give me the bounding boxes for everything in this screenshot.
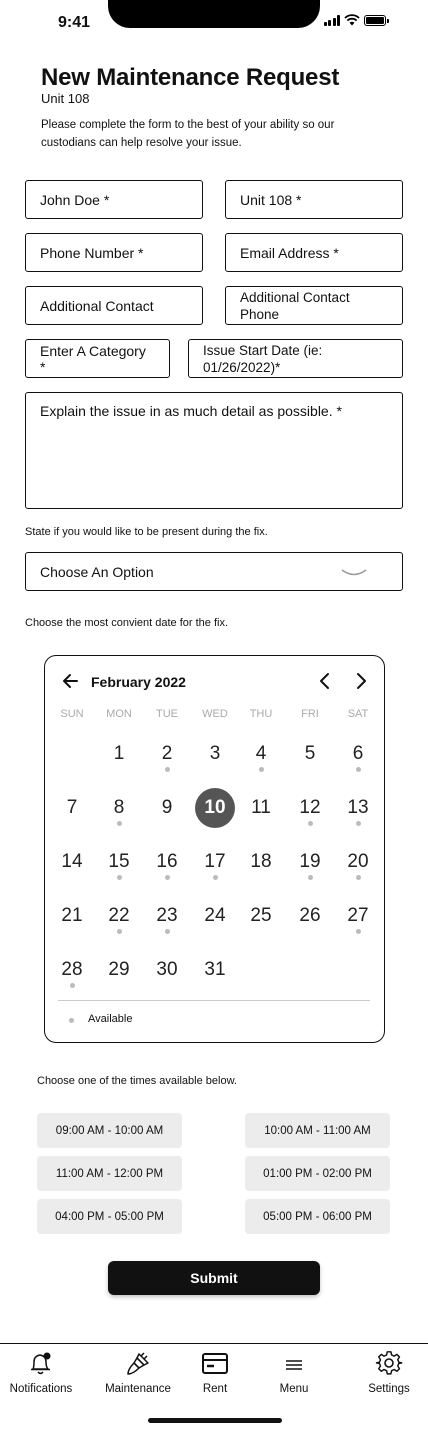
calendar-day[interactable]: 7 xyxy=(66,797,78,818)
category-field[interactable]: Enter A Category * xyxy=(25,339,170,378)
paintbrush-icon xyxy=(124,1350,152,1378)
bell-icon xyxy=(28,1350,54,1378)
weekday-label: TUE xyxy=(156,708,178,720)
home-indicator xyxy=(148,1418,282,1423)
chevron-down-icon xyxy=(340,567,368,579)
gear-icon xyxy=(375,1350,403,1378)
calendar-day[interactable]: 18 xyxy=(250,851,272,872)
available-dot-icon xyxy=(308,821,313,826)
calendar-day[interactable]: 31 xyxy=(204,959,226,980)
time-slot[interactable]: 01:00 PM - 02:00 PM xyxy=(245,1156,390,1191)
device-notch xyxy=(108,0,320,28)
available-dot-icon xyxy=(165,767,170,772)
tab-maintenance[interactable] xyxy=(95,1344,181,1404)
time-slot[interactable]: 09:00 AM - 10:00 AM xyxy=(37,1113,182,1148)
additional-contact-phone-field[interactable]: Additional Contact Phone xyxy=(225,286,403,325)
email-field[interactable]: Email Address * xyxy=(225,233,403,272)
calendar xyxy=(44,655,385,1043)
additional-contact-field[interactable]: Additional Contact xyxy=(25,286,203,325)
available-dot-icon xyxy=(117,875,122,880)
present-label: State if you would like to be present during the fix. xyxy=(25,526,268,538)
tab-label: Rent xyxy=(202,1383,228,1395)
available-dot-icon xyxy=(356,821,361,826)
calendar-day[interactable]: 3 xyxy=(209,743,221,764)
available-dot-icon xyxy=(165,929,170,934)
tab-label: Settings xyxy=(368,1383,410,1395)
calendar-day[interactable]: 24 xyxy=(204,905,226,926)
calendar-day[interactable]: 16 xyxy=(156,851,178,872)
available-dot-icon xyxy=(165,875,170,880)
page-title: New Maintenance Request xyxy=(41,64,340,91)
calendar-day[interactable]: 23 xyxy=(156,905,178,926)
calendar-day[interactable]: 13 xyxy=(347,797,369,818)
calendar-day[interactable]: 14 xyxy=(61,851,83,872)
available-dot-icon xyxy=(356,929,361,934)
available-dot-icon xyxy=(259,767,264,772)
weekday-label: FRI xyxy=(301,708,319,720)
chevron-right-icon[interactable] xyxy=(354,672,368,690)
tab-notifications[interactable] xyxy=(0,1344,84,1404)
available-dot-icon xyxy=(69,1018,74,1023)
available-dot-icon xyxy=(356,875,361,880)
weekday-label: SAT xyxy=(347,708,369,720)
present-select[interactable] xyxy=(25,552,403,591)
available-dot-icon xyxy=(213,875,218,880)
menu-icon xyxy=(283,1350,305,1378)
back-arrow-icon[interactable] xyxy=(61,672,79,690)
time-slot[interactable]: 11:00 AM - 12:00 PM xyxy=(37,1156,182,1191)
calendar-divider xyxy=(58,1000,370,1001)
wifi-icon xyxy=(344,14,360,26)
weekday-label: MON xyxy=(106,708,132,720)
tab-rent[interactable] xyxy=(172,1344,258,1404)
phone-field[interactable]: Phone Number * xyxy=(25,233,203,272)
calendar-day[interactable]: 1 xyxy=(113,743,125,764)
name-field[interactable]: John Doe * xyxy=(25,180,203,219)
status-bar xyxy=(0,0,428,44)
time-slot[interactable]: 10:00 AM - 11:00 AM xyxy=(245,1113,390,1148)
time-slot[interactable]: 05:00 PM - 06:00 PM xyxy=(245,1199,390,1234)
available-dot-icon xyxy=(117,929,122,934)
calendar-day[interactable]: 8 xyxy=(113,797,125,818)
calendar-day[interactable]: 30 xyxy=(156,959,178,980)
page-intro: Please complete the form to the best of your ability so our custodians can help resolve your issue. xyxy=(41,119,335,149)
calendar-day[interactable]: 21 xyxy=(61,905,83,926)
weekday-label: WED xyxy=(202,708,228,720)
calendar-day-selected[interactable]: 10 xyxy=(195,788,235,828)
calendar-day[interactable]: 20 xyxy=(347,851,369,872)
weekday-label: THU xyxy=(249,708,273,720)
tab-settings[interactable] xyxy=(346,1344,428,1404)
calendar-day[interactable]: 5 xyxy=(304,743,316,764)
status-time: 9:41 xyxy=(58,14,91,31)
page-subtitle: Unit 108 xyxy=(41,91,90,106)
status-icons xyxy=(324,14,387,26)
calendar-day[interactable]: 29 xyxy=(108,959,130,980)
calendar-legend-label: Available xyxy=(88,1013,133,1025)
signal-icon xyxy=(324,15,341,26)
submit-button[interactable]: Submit xyxy=(108,1261,320,1295)
calendar-day[interactable]: 22 xyxy=(108,905,130,926)
time-slot[interactable]: 04:00 PM - 05:00 PM xyxy=(37,1199,182,1234)
available-dot-icon xyxy=(117,821,122,826)
available-dot-icon xyxy=(356,767,361,772)
calendar-day[interactable]: 17 xyxy=(204,851,226,872)
calendar-day[interactable]: 26 xyxy=(299,905,321,926)
date-label: Choose the most convient date for the fix. xyxy=(25,617,229,629)
chevron-left-icon[interactable] xyxy=(318,672,332,690)
calendar-day[interactable]: 27 xyxy=(347,905,369,926)
calendar-day[interactable]: 19 xyxy=(299,851,321,872)
available-dot-icon xyxy=(308,875,313,880)
available-dot-icon xyxy=(70,983,75,988)
issue-start-date-field[interactable]: Issue Start Date (ie: 01/26/2022)* xyxy=(188,339,403,378)
battery-icon xyxy=(364,15,386,26)
calendar-day[interactable]: 6 xyxy=(352,743,364,764)
tab-label: Maintenance xyxy=(105,1383,171,1395)
calendar-day[interactable]: 12 xyxy=(299,797,321,818)
calendar-day[interactable]: 4 xyxy=(255,743,267,764)
present-select-value: Choose An Option xyxy=(40,563,154,580)
calendar-day[interactable]: 11 xyxy=(251,797,271,818)
calendar-month: February 2022 xyxy=(91,674,186,690)
calendar-day[interactable]: 15 xyxy=(108,851,130,872)
tab-menu[interactable] xyxy=(251,1344,337,1404)
card-icon xyxy=(201,1350,229,1378)
times-label: Choose one of the times available below. xyxy=(37,1075,237,1087)
weekday-label: SUN xyxy=(60,708,84,720)
tab-label: Menu xyxy=(279,1383,309,1395)
calendar-day[interactable]: 28 xyxy=(61,959,83,980)
issue-details-textarea[interactable]: Explain the issue in as much detail as possible. * xyxy=(25,392,403,509)
calendar-day[interactable]: 2 xyxy=(161,743,173,764)
unit-field[interactable]: Unit 108 * xyxy=(225,180,403,219)
tab-label: Notifications xyxy=(9,1383,73,1395)
calendar-day[interactable]: 9 xyxy=(161,797,173,818)
calendar-day[interactable]: 25 xyxy=(250,905,272,926)
